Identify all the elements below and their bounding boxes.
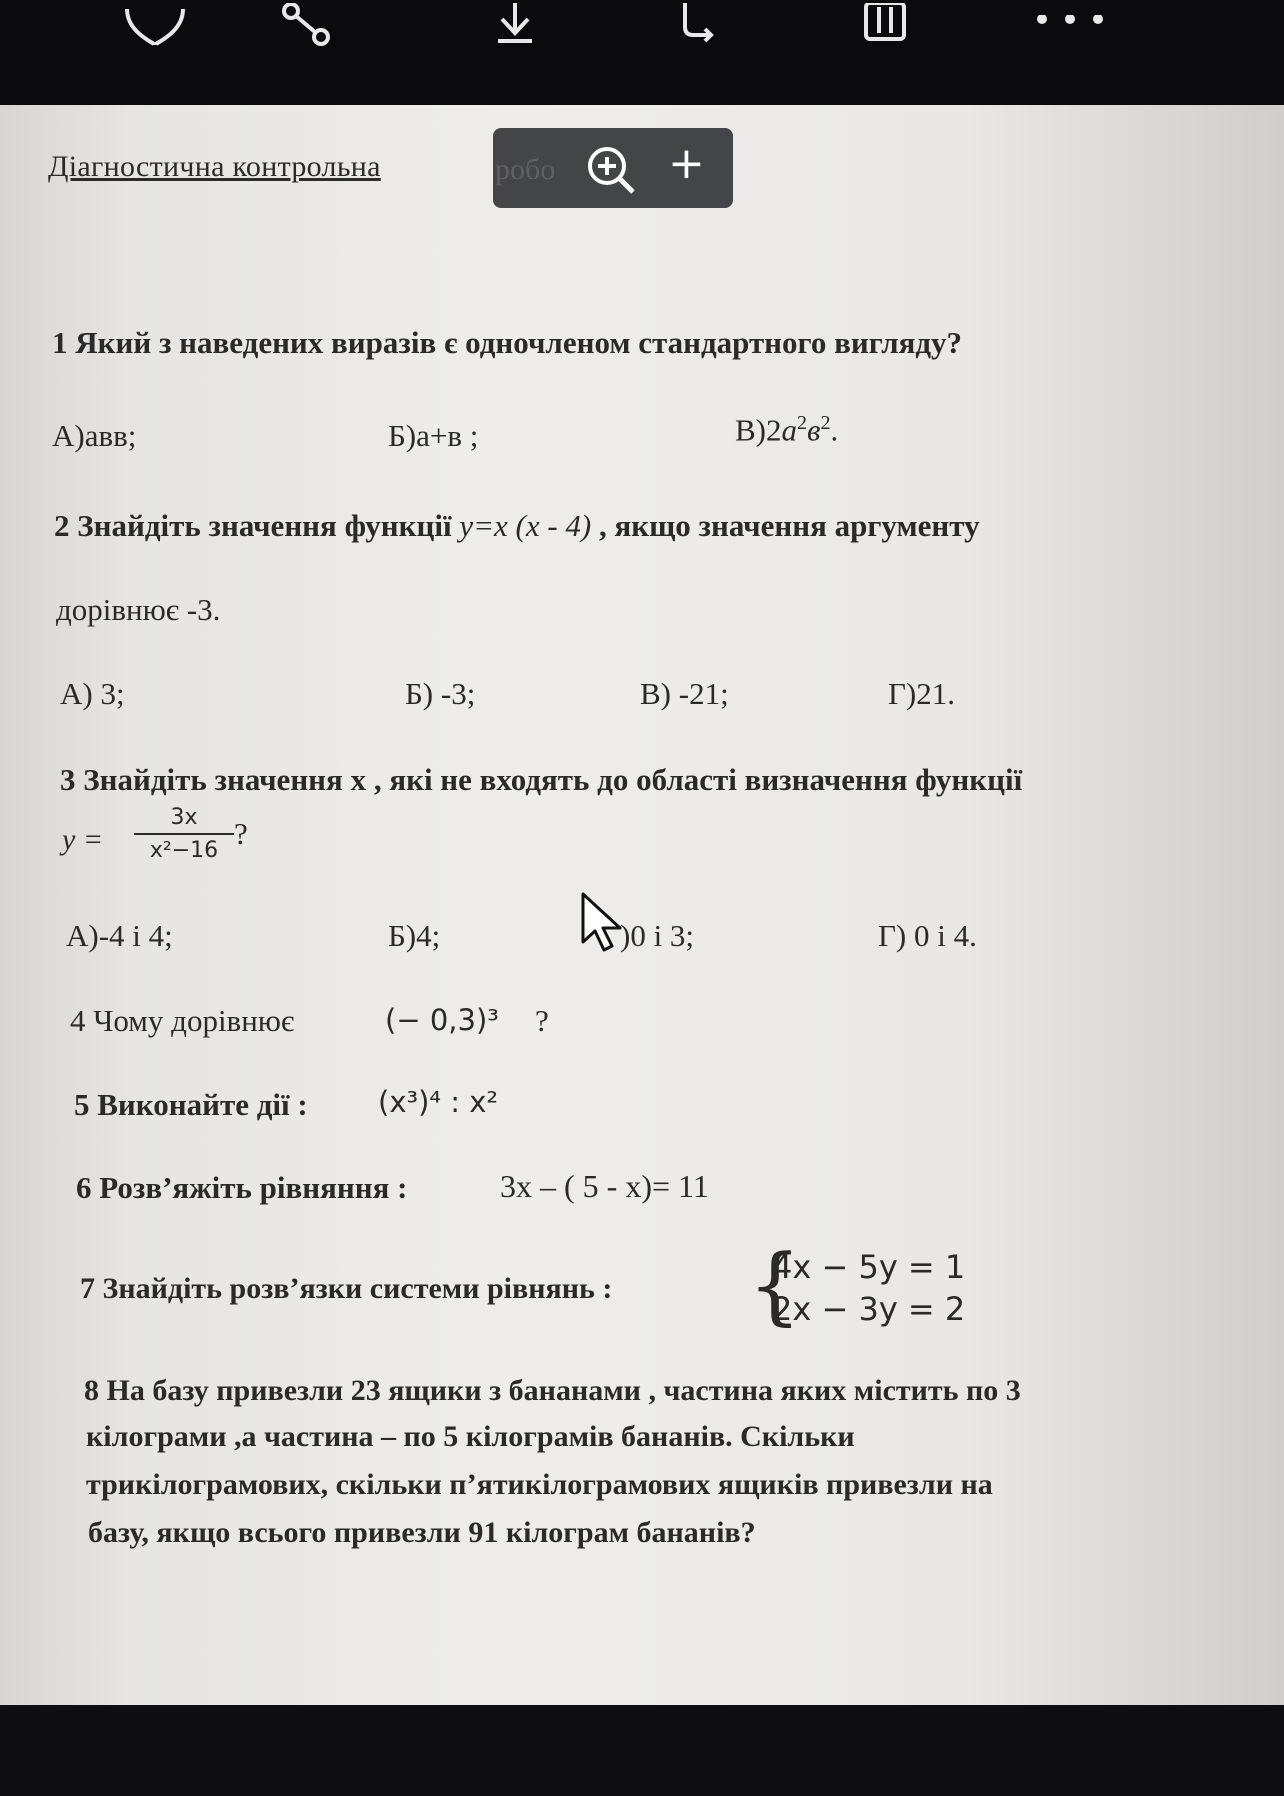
bottom-bezel	[0, 1705, 1284, 1796]
q1-option-c	[735, 412, 838, 448]
q2-text	[54, 508, 980, 544]
q8-line2: кілограми ,а частина – по 5 кілограмів бананів. Скільки	[86, 1420, 855, 1453]
q8-line3: трикілограмових, скільки п’ятикілограмових ящиків привезли на	[86, 1468, 993, 1501]
q2-option-c: В) -21;	[640, 676, 729, 711]
q2-text-b: , якщо значення аргументу	[591, 508, 980, 543]
trash-icon[interactable]	[855, 0, 915, 50]
q6-expr: 3x – ( 5 - x)= 11	[500, 1168, 709, 1204]
q8-line4: базу, якщо всього привезли 91 кілограм бананів?	[88, 1516, 756, 1549]
zoom-in-icon[interactable]	[583, 142, 643, 201]
q3-option-d: Г) 0 і 4.	[878, 918, 977, 953]
q5-text: 5 Виконайте дії :	[74, 1087, 308, 1122]
app-toolbar	[0, 0, 1284, 105]
zoom-plus-button[interactable]: +	[668, 138, 705, 189]
q3-option-c: )0 і 3;	[620, 918, 695, 953]
more-icon[interactable]	[1030, 0, 1110, 50]
copy-icon[interactable]	[670, 0, 730, 50]
q1-c-suffix: .	[830, 412, 839, 448]
fraction-bar	[134, 833, 234, 835]
q4-qmark: ?	[535, 1003, 549, 1038]
q4-text: 4 Чому дорівнює	[70, 1003, 295, 1038]
q3-qmark: ?	[234, 816, 248, 851]
q3-numerator: 3x	[170, 805, 198, 830]
system-brace: {	[748, 1236, 802, 1334]
q7-text: 7 Знайдіть розв’язки системи рівнянь :	[80, 1272, 613, 1305]
q2-option-d: Г)21.	[888, 676, 955, 711]
q7-eq2: 2x − 3y = 2	[772, 1290, 966, 1328]
download-icon[interactable]	[485, 0, 545, 50]
q2-text-line2: дорівнює -3.	[56, 592, 221, 627]
q3-option-b: Б)4;	[388, 918, 441, 953]
q3-fraction	[134, 805, 234, 863]
q2-option-a: А) 3;	[60, 676, 125, 711]
q6-text: 6 Розв’яжіть рівняння :	[76, 1170, 408, 1205]
share-icon[interactable]	[275, 0, 335, 50]
q8-line1: 8 На базу привезли 23 ящики з бананами , частина яких містить по 3	[84, 1374, 1021, 1407]
q7-eq1: 4x − 5y = 1	[772, 1248, 966, 1286]
q3-option-a: А)-4 і 4;	[66, 918, 173, 953]
q2-formula: y=x (x - 4)	[459, 508, 592, 543]
q4-expr: (− 0,3)³	[385, 1003, 499, 1037]
mouse-cursor-icon	[580, 892, 626, 959]
q1-c-var2: в	[807, 412, 821, 448]
q1-text: 1 Який з наведених виразів є одночленом стандартного вигляду?	[52, 325, 963, 360]
q3-text: 3 Знайдіть значення x , які не входять до області визначення функції	[60, 762, 1023, 797]
q1-c-exp2: 2	[820, 412, 831, 434]
q3-denominator: x²−16	[149, 838, 219, 863]
q1-c-exp1: 2	[797, 412, 807, 434]
q3-y-label: y =	[62, 823, 104, 856]
q1-option-a: А)авв;	[52, 418, 137, 453]
heart-icon[interactable]	[120, 0, 190, 50]
q5-expr: (x³)⁴ : x²	[378, 1085, 499, 1119]
q1-c-prefix: В)2	[735, 412, 782, 448]
q1-c-var1: a	[781, 412, 797, 448]
title-text-obscured: робо	[495, 153, 556, 186]
zoom-overlay[interactable]	[493, 128, 733, 208]
q2-text-a: 2 Знайдіть значення функції	[54, 508, 460, 543]
document-title[interactable]	[48, 150, 381, 184]
q1-option-b: Б)а+в ;	[388, 418, 479, 453]
title-text: Діагностична контрольна	[48, 150, 381, 183]
q2-option-b: Б) -3;	[405, 676, 476, 711]
